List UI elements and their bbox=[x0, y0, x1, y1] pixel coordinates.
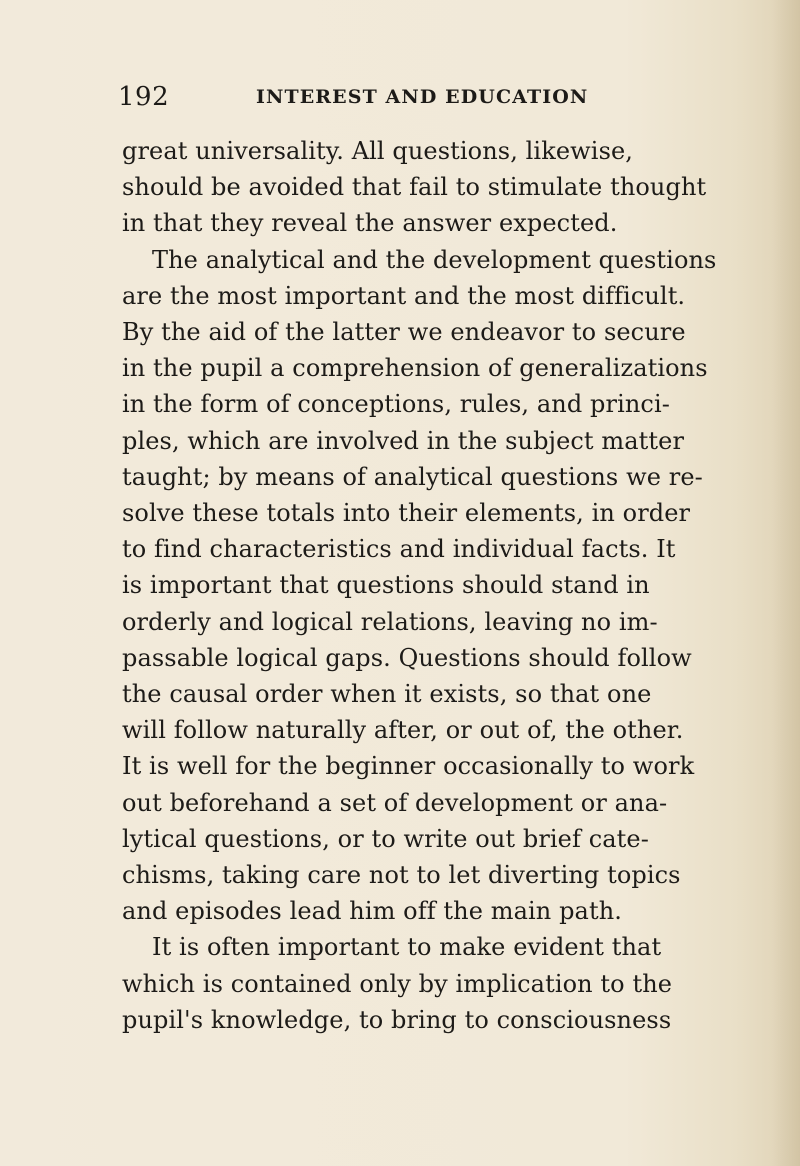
text-line: chisms, taking care not to let diverting topics bbox=[122, 861, 681, 890]
page-header bbox=[118, 82, 738, 116]
text-line: The analytical and the development questions bbox=[152, 245, 717, 274]
text-line: out beforehand a set of development or ana- bbox=[122, 788, 668, 817]
text-line: ples, which are involved in the subject matter bbox=[122, 426, 685, 455]
text-line: passable logical gaps. Questions should follow bbox=[122, 643, 692, 672]
text-line: in that they reveal the answer expected. bbox=[122, 209, 618, 238]
text-line: orderly and logical relations, leaving no im- bbox=[122, 607, 658, 636]
text-line: to find characteristics and individual facts. It bbox=[122, 535, 676, 564]
text-line: It is well for the beginner occasionally to work bbox=[122, 752, 695, 781]
text-line: which is contained only by implication to the bbox=[122, 969, 673, 998]
text-line: will follow naturally after, or out of, the other. bbox=[122, 716, 684, 745]
text-line: should be avoided that fail to stimulate thought bbox=[122, 173, 707, 202]
body-text bbox=[122, 133, 787, 1038]
text-line: are the most important and the most difficult. bbox=[122, 281, 686, 310]
text-line: is important that questions should stand in bbox=[122, 571, 650, 600]
text-line: It is often important to make evident that bbox=[152, 933, 662, 962]
text-line: solve these totals into their elements, in order bbox=[122, 499, 691, 528]
running-head: INTEREST AND EDUCATION bbox=[256, 86, 589, 108]
text-line: By the aid of the latter we endeavor to secure bbox=[122, 318, 686, 347]
text-line: the causal order when it exists, so that one bbox=[122, 680, 652, 709]
text-line: in the form of conceptions, rules, and princi- bbox=[122, 390, 670, 419]
text-line: and episodes lead him off the main path. bbox=[122, 897, 622, 926]
text-line: great universality. All questions, likewise, bbox=[122, 137, 634, 165]
text-line: in the pupil a comprehension of generalizations bbox=[122, 354, 708, 383]
text-line: pupil's knowledge, to bring to consciousness bbox=[122, 1005, 672, 1034]
text-line: lytical questions, or to write out brief cate- bbox=[122, 824, 649, 853]
text-line: taught; by means of analytical questions we re- bbox=[122, 462, 703, 491]
page-number: 192 bbox=[118, 82, 170, 112]
